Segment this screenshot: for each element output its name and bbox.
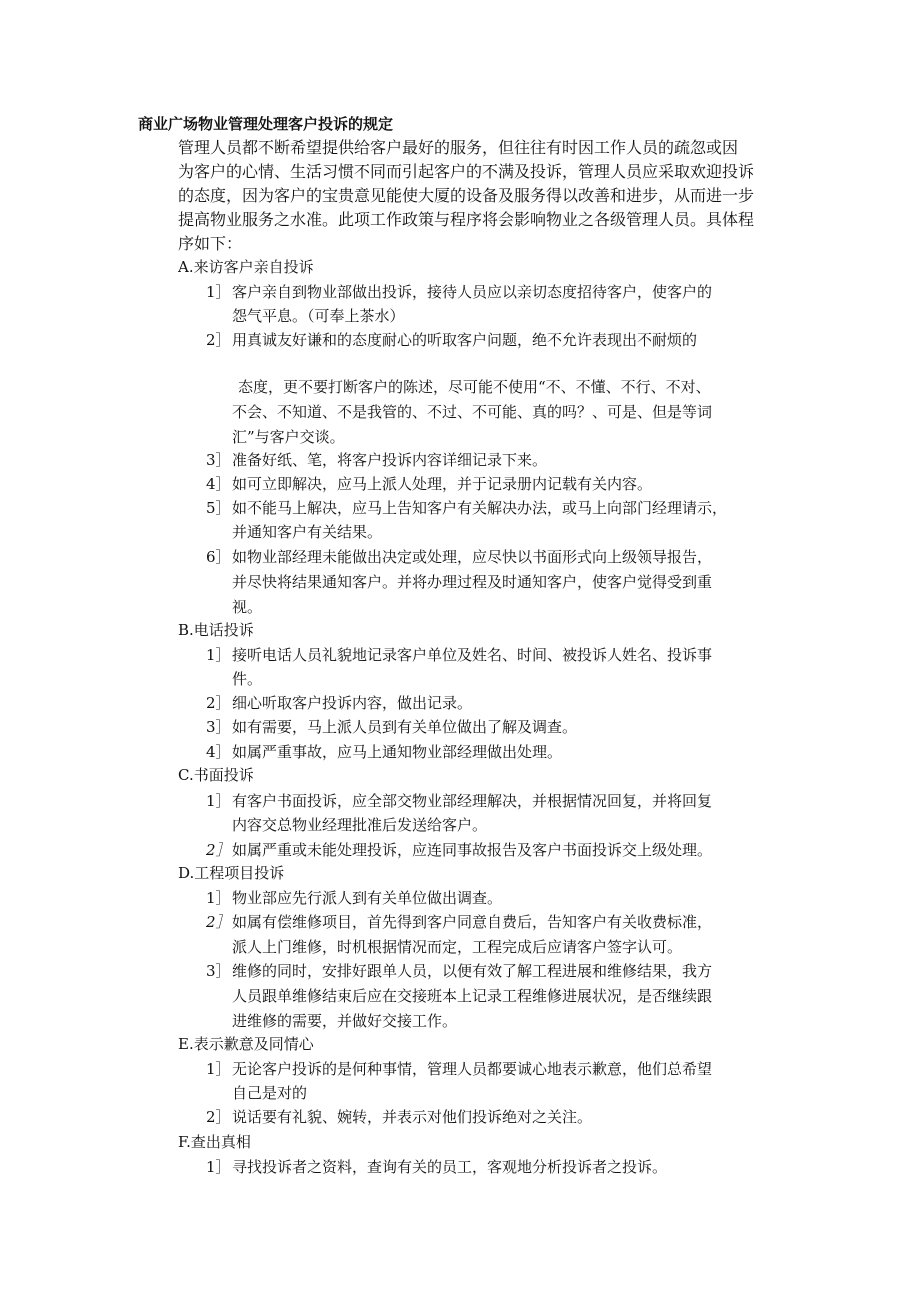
section-b-heading: B.电话投诉 [178,621,254,639]
section-c-heading: C.书面投诉 [178,766,254,784]
list-item [206,886,502,910]
item-continuation: 并通知客户有关结果。 [232,523,383,541]
item-number: 1］ [206,792,231,810]
item-continuation: 态度，更不要打断客户的陈述，尽可能不使用“不、不懂、不行、不对、 [238,378,711,396]
item-number: 1］ [206,283,231,301]
item-continuation: 汇”与客户交谈。 [232,428,345,446]
item-text: 细心听取客户投诉内容，做出记录。 [232,694,473,712]
item-text: 如属有偿维修项目，首先得到客户同意自费后，告知客户有关收费标准， [232,913,713,931]
item-continuation: 人员跟单维修结束后应在交接班本上记录工程维修进展状况，是否继续跟 [232,987,713,1005]
intro-line: 为客户的心情、生活习惯不同而引起客户的不满及投诉，管理人员应采取欢迎投诉 [178,162,755,181]
item-text: 如属严重或未能处理投诉，应连同事故报告及客户书面投诉交上级处理。 [232,841,713,859]
section-e-heading: E.表示歉意及同情心 [178,1035,314,1053]
item-number: 2］ [206,841,231,859]
item-text: 寻找投诉者之资料，查询有关的员工，客观地分析投诉者之投诉。 [232,1158,668,1176]
item-number: 4］ [206,475,231,493]
list-item [206,959,712,983]
item-continuation: 视。 [232,598,263,616]
item-number: 1］ [206,1158,231,1176]
item-text: 物业部应先行派人到有关单位做出调查。 [232,889,503,907]
section-d-heading: D.工程项目投诉 [178,864,285,882]
item-continuation: 不会、不知道、不是我管的、不过、不可能、真的吗？、可是、但是等词 [232,403,713,421]
item-text: 说话要有礼貌、婉转，并表示对他们投诉绝对之关注。 [232,1108,593,1126]
item-number: 4］ [206,743,231,761]
list-item [206,496,727,520]
item-text: 客户亲自到物业部做出投诉，接待人员应以亲切态度招待客户，使客户的 [232,283,713,301]
item-number: 1］ [206,646,231,664]
item-continuation: 派人上门维修，时机根据情况而定，工程完成后应请客户签字认可。 [232,938,683,956]
list-item [206,910,712,934]
item-text: 准备好纸、笔，将客户投诉内容详细记录下来。 [232,451,548,469]
intro-line: 提高物业服务之水准。此项工作政策与程序将会影响物业之各级管理人员。具体程 [178,210,755,229]
item-number: 2］ [206,694,231,712]
section-a-heading: A.来访客户亲自投诉 [178,258,314,276]
list-item [206,691,472,715]
item-text: 无论客户投诉的是何种事情，管理人员都要诚心地表示歉意，他们总希望 [232,1060,713,1078]
list-item [206,643,712,667]
item-text: 有客户书面投诉，应全部交物业部经理解决，并根据情况回复，并将回复 [232,792,713,810]
intro-line: 管理人员都不断希望提供给客户最好的服务，但往往有时因工作人员的疏忽或因 [178,138,739,157]
item-text: 如物业部经理未能做出决定或处理，应尽快以书面形式向上级领导报告， [232,548,713,566]
item-text: 用真诚友好谦和的态度耐心的听取客户问题，绝不允许表现出不耐烦的 [232,331,698,349]
item-number: 3］ [206,718,231,736]
item-continuation: 内容交总物业经理批准后发送给客户。 [232,816,488,834]
item-number: 3］ [206,962,231,980]
item-number: 2］ [206,331,231,349]
item-continuation: 件。 [232,670,263,688]
item-continuation: 进维修的需要，并做好交接工作。 [232,1012,458,1030]
item-number: 5］ [206,499,231,517]
item-text: 维修的同时，安排好跟单人员，以便有效了解工程进展和维修结果，我方 [232,962,713,980]
item-number: 2］ [206,1108,231,1126]
intro-line: 序如下： [178,234,243,253]
item-text: 如属严重事故，应马上通知物业部经理做出处理。 [232,743,563,761]
item-text: 如不能马上解决，应马上告知客户有关解决办法，或马上向部门经理请示， [232,499,728,517]
item-text: 如可立即解决，应马上派人处理，并于记录册内记载有关内容。 [232,475,653,493]
item-number: 1］ [206,889,231,907]
item-text: 如有需要，马上派人员到有关单位做出了解及调查。 [232,718,578,736]
list-item [206,715,577,739]
list-item [206,740,562,764]
list-item [206,1057,712,1081]
list-item [206,1155,667,1179]
item-number: 3］ [206,451,231,469]
item-text: 接听电话人员礼貌地记录客户单位及姓名、时间、被投诉人姓名、投诉事 [232,646,713,664]
list-item [206,1105,592,1129]
item-continuation: 并尽快将结果通知客户。并将办理过程及时通知客户，使客户觉得受到重 [232,573,713,591]
list-item [206,280,712,304]
item-number: 2］ [206,913,231,931]
document-title: 商业广场物业管理处理客户投诉的规定 [138,115,394,133]
item-number: 6］ [206,548,231,566]
intro-paragraph [178,136,798,256]
list-item [206,838,712,862]
list-item [206,545,712,569]
list-item [206,448,547,472]
item-continuation: 怨气平息。（可奉上茶水） [232,307,405,325]
section-f-heading: F.查出真相 [178,1133,251,1151]
item-continuation: 自己是对的 [232,1084,308,1102]
list-item [206,472,652,496]
list-item [206,789,712,813]
intro-line: 的态度，因为客户的宝贵意见能使大厦的设备及服务得以改善和进步，从而进一步 [178,186,755,205]
item-number: 1］ [206,1060,231,1078]
list-item [206,328,697,352]
